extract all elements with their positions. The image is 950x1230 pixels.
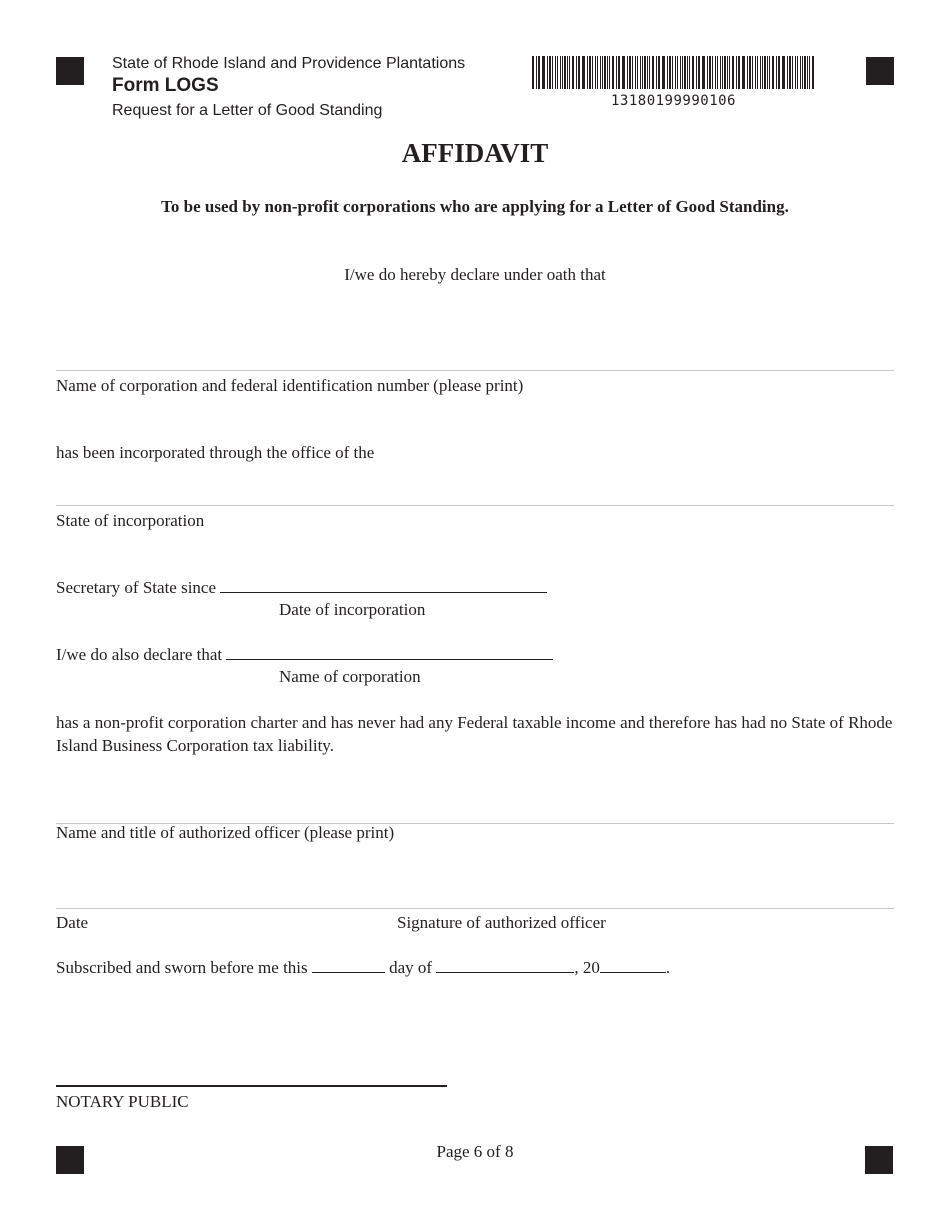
charter-text: has a non-profit corporation charter and has never had any Federal taxable income and therefore has had no State of Rhode Island Business Corporation tax liability. [56,713,893,755]
barcode-bar [807,56,808,89]
barcode-bar [616,56,617,89]
barcode-bar [569,56,570,89]
barcode-bar [680,56,681,89]
barcode-bar [755,56,756,89]
barcode-bar [707,56,708,89]
sworn-line [56,958,670,978]
barcode-bar [687,56,688,89]
barcode-bar [717,56,718,89]
barcode-bar [557,56,558,89]
sworn-prefix: Subscribed and sworn before me this [56,958,308,977]
barcode-bar [632,56,633,89]
barcode-number: 13180199990106 [610,93,736,109]
page-number: Page 6 of 8 [436,1142,514,1161]
barcode-bar [595,56,596,89]
notary-label: NOTARY PUBLIC [56,1092,189,1111]
barcode-bar [752,56,753,89]
corp-name-field[interactable] [56,370,894,371]
barcode-bar [629,56,631,89]
barcode-bar [602,56,603,89]
barcode-bar [536,56,537,89]
barcode-bar [672,56,673,89]
state-field[interactable] [56,505,894,506]
barcode-bar [597,56,598,89]
barcode-bar [656,56,657,89]
barcode-bar [560,56,561,89]
barcode-bar [635,56,636,89]
barcode-bar [644,56,646,89]
also-declare-line [56,645,553,665]
barcode-bar [612,56,614,89]
state-name: State of Rhode Island and Providence Plantations [112,55,466,72]
barcode-bar [587,56,588,89]
barcode-bar [642,56,643,89]
barcode-bar [640,56,641,89]
barcode-bar [804,56,806,89]
barcode-bar [696,56,697,89]
page-title: AFFIDAVIT [401,138,549,168]
registration-mark-top-right [866,57,894,85]
barcode-bar [538,56,540,89]
sworn-year-prefix: , 20 [574,958,600,977]
barcode-bar [767,56,768,89]
form-name: Form LOGS [112,75,219,96]
corp-name-second-field[interactable] [226,645,553,660]
barcode-bar [772,56,774,89]
officer-label: Name and title of authorized officer (please print) [56,823,395,842]
barcode-bar [778,56,780,89]
barcode-bar [747,56,748,89]
barcode-bar [589,56,591,89]
state-label: State of incorporation [56,511,205,530]
barcode-bar [562,56,563,89]
barcode-bar [600,56,601,89]
barcode-bar [724,56,726,89]
barcode-bar [567,56,568,89]
corp-name-label: Name of corporation and federal identification number (please print) [56,376,524,395]
barcode-bar [787,56,788,89]
barcode-bar [736,56,737,89]
barcode-bar [795,56,796,89]
date-label: Date [56,913,89,932]
barcode-bar [609,56,610,89]
barcode-bar [627,56,628,89]
barcode-bar [532,56,534,89]
barcode-bar [749,56,751,89]
barcode-bar [618,56,620,89]
barcode-bar [692,56,694,89]
barcode-bar [709,56,711,89]
sworn-month-field[interactable] [436,958,574,973]
barcode-bar [675,56,676,89]
barcode-bar [727,56,728,89]
barcode-bar [732,56,734,89]
form-subtitle: Request for a Letter of Good Standing [112,102,383,119]
barcode-bar [582,56,585,89]
barcode-bar [684,56,686,89]
barcode-bar [669,56,671,89]
barcode-bar [702,56,705,89]
barcode-bar [637,56,638,89]
barcode-bar [760,56,761,89]
date-signature-field[interactable] [56,908,894,909]
barcode-bar [667,56,668,89]
barcode-bar [720,56,721,89]
barcode-bar [689,56,690,89]
barcode-bar [542,56,545,89]
barcode-bar [622,56,625,89]
barcode-bar [762,56,763,89]
barcode-bar [809,56,810,89]
barcode-bar [698,56,700,89]
barcode-bar [547,56,548,89]
barcode-bar [797,56,798,89]
incorporated-text: has been incorporated through the office of the [56,443,375,462]
barcode-bar [769,56,770,89]
signature-label: Signature of authorized officer [397,913,606,932]
barcode-bar [607,56,608,89]
barcode-bar [776,56,777,89]
barcode-bar [649,56,650,89]
barcode-bar [715,56,716,89]
sworn-day-field[interactable] [312,958,385,973]
barcode-bar [792,56,793,89]
barcode-bar [757,56,758,89]
barcode-bar [552,56,553,89]
barcode-bar [662,56,665,89]
barcode-bar [677,56,678,89]
secretary-line [56,578,547,598]
barcode-bar [782,56,785,89]
barcode-bar [647,56,648,89]
secretary-text: Secretary of State since [56,578,217,597]
sworn-end: . [665,958,671,977]
name-corp-label: Name of corporation [279,667,421,686]
barcode-bar [652,56,654,89]
date-incorporation-field[interactable] [220,578,547,593]
sworn-day-of: day of [389,958,433,977]
also-declare-text: I/we do also declare that [56,645,223,664]
notary-signature-field[interactable] [56,1085,447,1087]
barcode-bar [800,56,801,89]
barcode-bar [764,56,766,89]
barcode-bar [572,56,574,89]
barcode-bar [658,56,660,89]
declaration-text: I/we do hereby declare under oath that [344,265,606,284]
barcode-bar [592,56,593,89]
date-incorporation-label: Date of incorporation [279,600,426,619]
barcode-bar [812,56,814,89]
barcode-bar [802,56,803,89]
barcode-bar [576,56,577,89]
registration-mark-top-left [56,57,84,85]
barcode-bar [604,56,606,89]
barcode-bar [742,56,745,89]
barcode-bar [682,56,683,89]
barcode-bar [549,56,551,89]
barcode-bar [578,56,580,89]
barcode [531,56,816,89]
barcode-bar [722,56,723,89]
barcode-bar [564,56,566,89]
barcode-bar [555,56,556,89]
sworn-year-field[interactable] [600,958,666,973]
page-subtitle: To be used by non-profit corporations who are applying for a Letter of Good Standing. [161,197,789,216]
barcode-bar [712,56,713,89]
barcode-bar [789,56,791,89]
barcode-bar [738,56,740,89]
barcode-bar [729,56,730,89]
